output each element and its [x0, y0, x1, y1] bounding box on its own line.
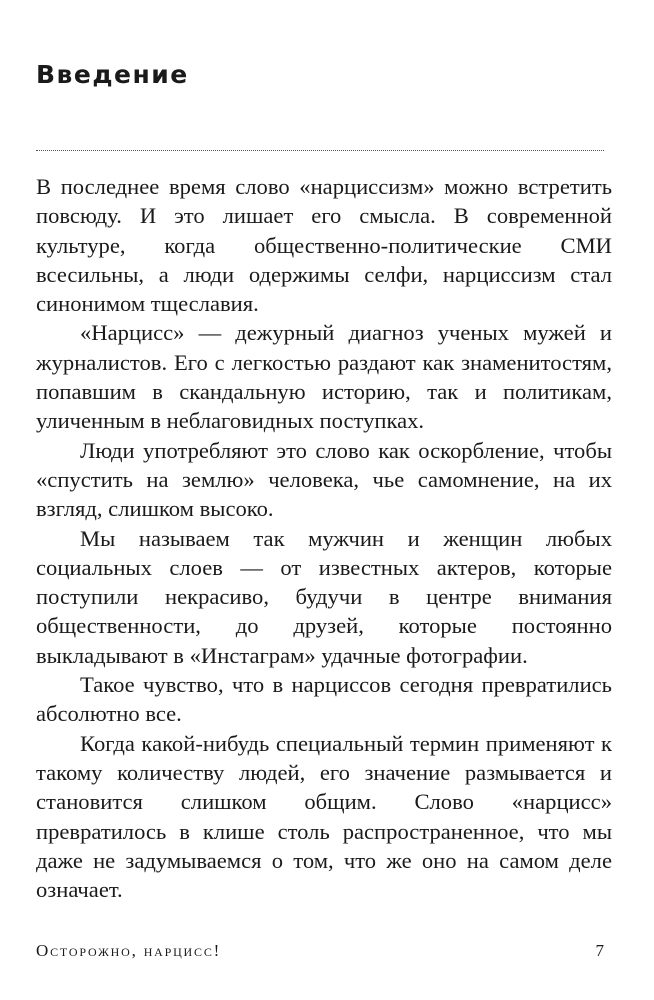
paragraph: Люди употребляют это слово как оскорбление, чтобы «спустить на землю» человека, чье самомнение, на их взгляд, слишком высоко. — [36, 437, 612, 522]
page-number: 7 — [595, 941, 604, 960]
paragraph: Когда какой-нибудь специальный термин применяют к такому количеству людей, его значение размывается и становится слишком общим. Слово «нарцисс» превратилось в клише столь распространенное, что мы даже не задумываемся о том, что же оно на самом деле означает. — [36, 730, 612, 903]
body-text — [36, 172, 612, 904]
paragraph: «Нарцисс» — дежурный диагноз ученых мужей и журналистов. Его с легкостью раздают как знаменитостям, попавшим в скандальную историю, так и политикам, уличенным в неблаговидных поступках. — [36, 320, 612, 434]
page-footer — [36, 938, 604, 964]
dotted-divider — [36, 150, 604, 151]
running-title: Осторожно, нарцисс! — [36, 941, 222, 960]
paragraph: Такое чувство, что в нарциссов сегодня превратились абсолютно все. — [36, 672, 612, 727]
chapter-heading: Введение — [36, 60, 189, 89]
paragraph: В последнее время слово «нарциссизм» можно встретить повсюду. И это лишает его смысла. В современной культуре, когда общественно-политические СМИ всесильны, а люди одержимы селфи, нарциссизм стал синонимом тщеславия. — [36, 174, 612, 317]
paragraph: Мы называем так мужчин и женщин любых социальных слоев — от известных актеров, которые поступили некрасиво, будучи в центре внимания общественности, до друзей, которые постоянно выкладывают в «Инстаграм» удачные фотографии. — [36, 525, 612, 668]
